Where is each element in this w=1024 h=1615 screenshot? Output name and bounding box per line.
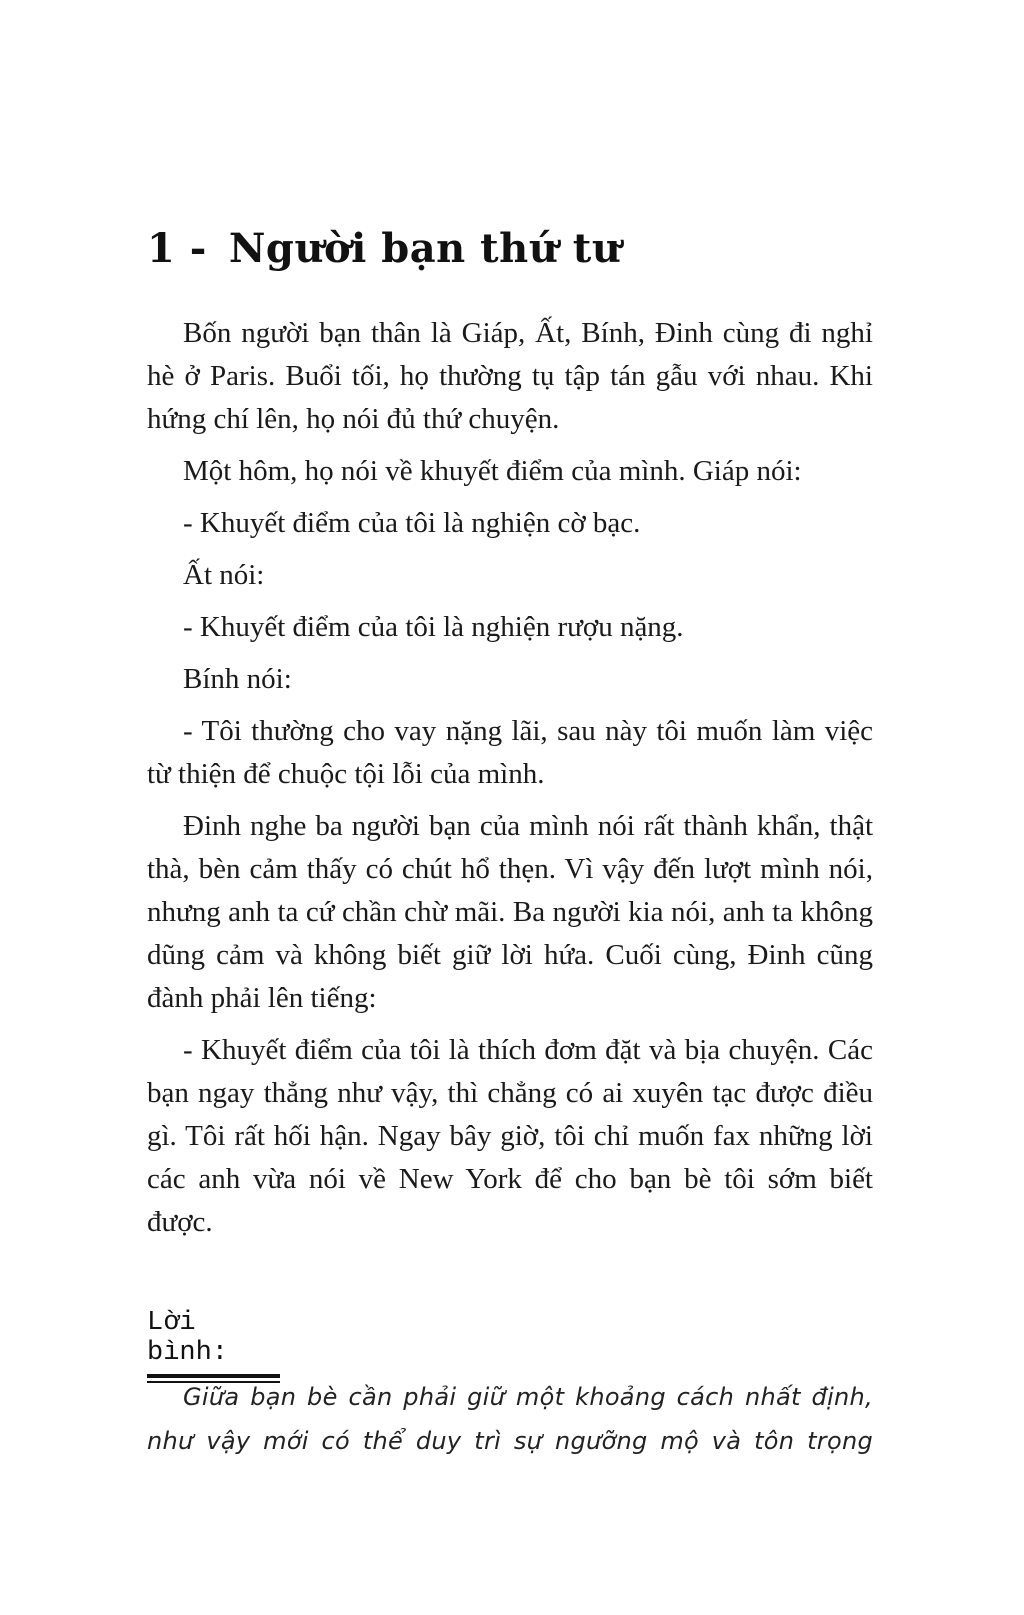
chapter-number: 1 -: [147, 225, 207, 272]
paragraph: Bính nói:: [183, 663, 292, 695]
chapter-title: [147, 225, 621, 272]
commentary-text: Giữa bạn bè cần phải giữ một khoảng cách nhất định, như vậy mới có thể duy trì sự ngưỡng mộ và tôn trọng: [147, 1383, 873, 1455]
story-body: [147, 312, 873, 1253]
chapter-title-text: Người bạn thứ tư: [228, 225, 622, 272]
paragraph: Một hôm, họ nói về khuyết điểm của mình. Giáp nói:: [183, 455, 802, 487]
paragraph: - Tôi thường cho vay nặng lãi, sau này tôi muốn làm việc từ thiện để chuộc tội lỗi của mình.: [147, 715, 873, 790]
paragraph: Ất nói:: [183, 559, 265, 591]
paragraph: - Khuyết điểm của tôi là nghiện rượu nặng.: [183, 611, 684, 643]
paragraph: Đinh nghe ba người bạn của mình nói rất thành khẩn, thật thà, bèn cảm thấy có chút hổ thẹn. Vì vậy đến lượt mình nói, nhưng anh ta cứ chần chừ mãi. Ba người kia nói, anh ta không dũng cảm và không biết giữ lời hứa. Cuối cùng, Đinh cũng đành phải lên tiếng:: [147, 810, 873, 1014]
commentary-heading: Lời bình:: [147, 1308, 280, 1378]
paragraph: Bốn người bạn thân là Giáp, Ất, Bính, Đinh cùng đi nghỉ hè ở Paris. Buổi tối, họ thường tụ tập tán gẫu với nhau. Khi hứng chí lên, họ nói đủ thứ chuyện.: [147, 317, 873, 435]
commentary: [147, 1375, 873, 1463]
paragraph: - Khuyết điểm của tôi là nghiện cờ bạc.: [183, 507, 641, 539]
paragraph: - Khuyết điểm của tôi là thích đơm đặt và bịa chuyện. Các bạn ngay thẳng như vậy, thì chẳng có ai xuyên tạc được điều gì. Tôi rất hối hận. Ngay bây giờ, tôi chỉ muốn fax những lời các anh vừa nói về New York để cho bạn bè tôi sớm biết được.: [147, 1034, 873, 1238]
